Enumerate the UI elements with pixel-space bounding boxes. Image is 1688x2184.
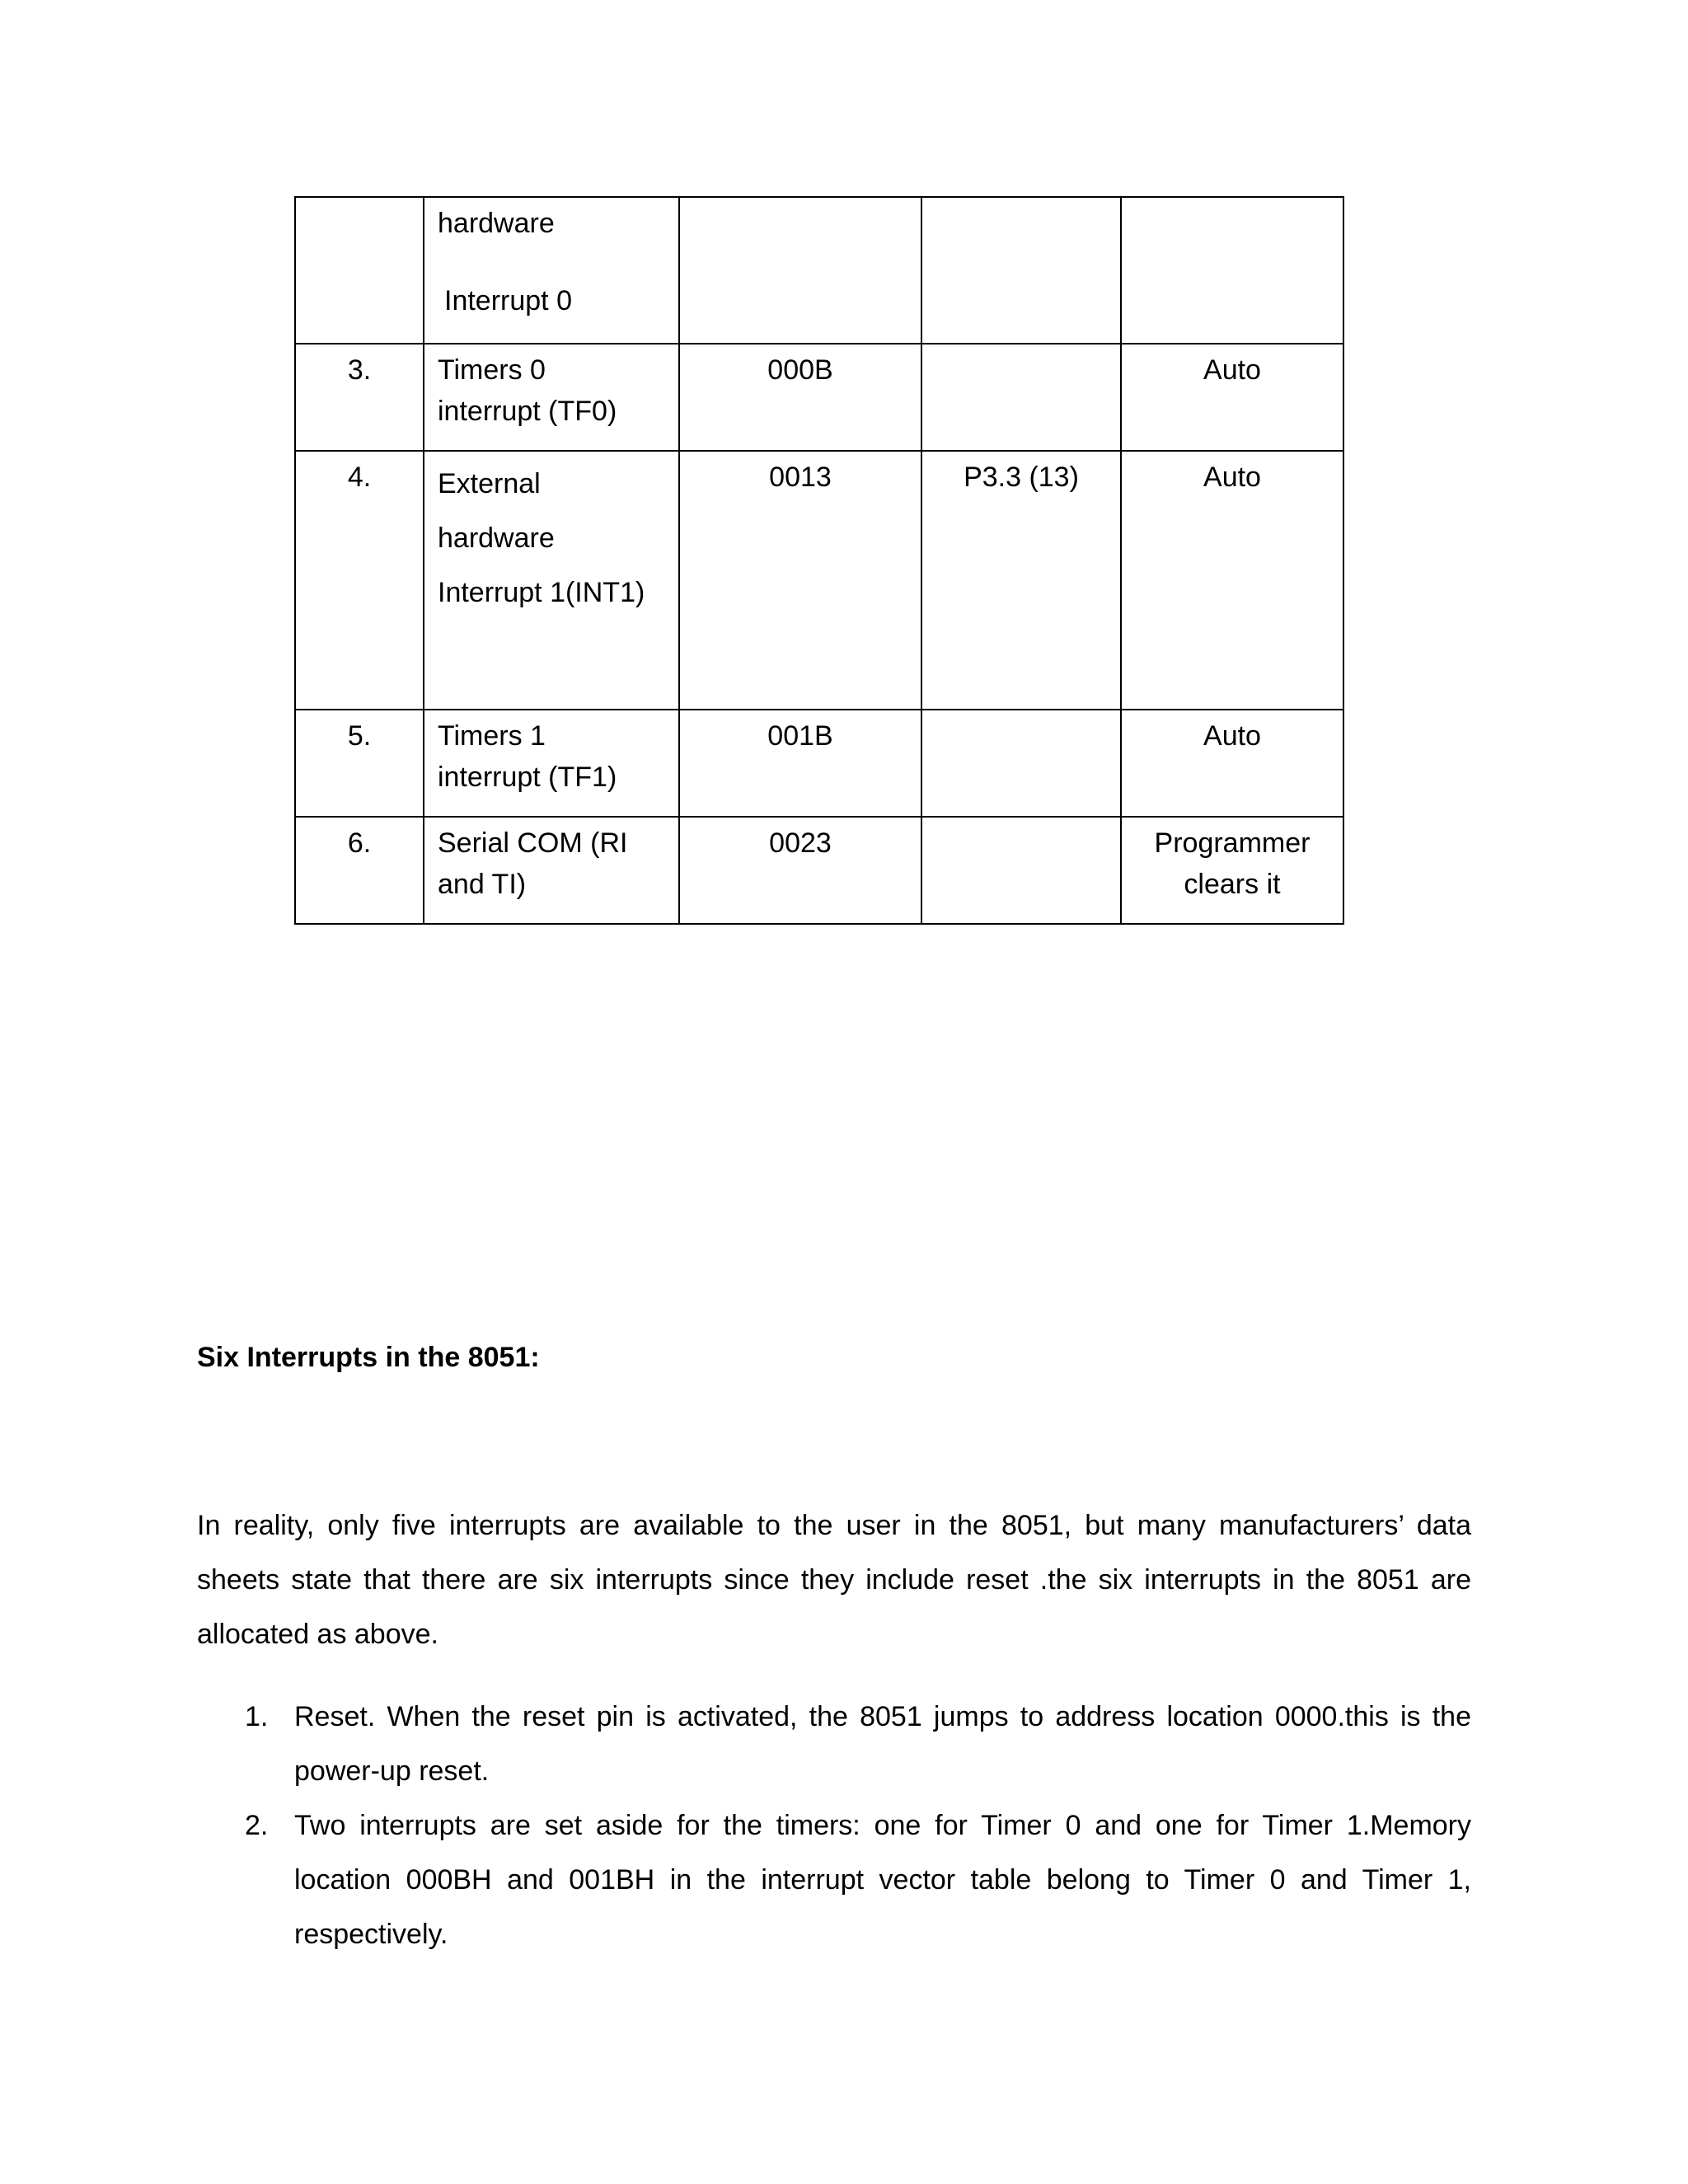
table-row [295, 451, 1343, 710]
table-cell-no: 4. [295, 451, 424, 710]
list-item-text: Two interrupts are set aside for the timers: one for Timer 0 and one for Timer 1.Memory location 000BH and 001BH in the interrupt vector table belong to Timer 0 and Timer 1, respectively. [294, 1810, 1471, 1950]
cell-line: hardware [438, 208, 555, 239]
body-paragraph: In reality, only five interrupts are available to the user in the 8051, but many manufacturers’ data sheets state that there are six interrupts since they include reset .the six interrupts in the 8051 are allocated as above. [197, 1510, 1471, 1650]
table-cell-pin: P3.3 (13) [921, 451, 1121, 710]
cell-line: External [438, 468, 541, 499]
table-cell-flag: Auto [1121, 451, 1343, 710]
table-cell-no: 6. [295, 817, 424, 924]
cell-line: interrupt (TF1) [438, 762, 617, 793]
list-item [197, 1690, 1471, 1798]
table-cell-pin [921, 197, 1121, 344]
cell-line: Interrupt 1(INT1) [438, 577, 645, 608]
cell-line: clears it [1184, 869, 1281, 900]
table-cell-interrupt [424, 197, 679, 344]
table-cell-flag: Auto [1121, 344, 1343, 451]
table-cell-pin [921, 817, 1121, 924]
interrupt-vector-table [294, 196, 1344, 925]
table-cell-no: 3. [295, 344, 424, 451]
cell-line: Programmer [1154, 827, 1311, 859]
numbered-list [197, 1690, 1471, 1961]
table-row [295, 197, 1343, 344]
cell-line: Timers 1 [438, 720, 546, 752]
table-cell-address [679, 197, 921, 344]
table-cell-flag [1121, 817, 1343, 924]
table-cell-address: 001B [679, 710, 921, 817]
list-item [197, 1798, 1471, 1961]
cell-line: Interrupt 0 [444, 285, 572, 316]
table-cell-interrupt [424, 710, 679, 817]
table-cell-address: 0013 [679, 451, 921, 710]
table-cell-address: 000B [679, 344, 921, 451]
cell-line: Timers 0 [438, 354, 546, 386]
table-cell-pin [921, 710, 1121, 817]
table-cell-no: 5. [295, 710, 424, 817]
table-cell-flag: Auto [1121, 710, 1343, 817]
table-cell-no [295, 197, 424, 344]
list-item-text: Reset. When the reset pin is activated, the 8051 jumps to address location 0000.this is the power-up reset. [294, 1701, 1471, 1787]
table-row [295, 817, 1343, 924]
list-number: 1. [245, 1701, 269, 1732]
table-cell-interrupt [424, 451, 679, 710]
table-cell-address: 0023 [679, 817, 921, 924]
cell-line: hardware [438, 523, 555, 554]
table-cell-pin [921, 344, 1121, 451]
table-row [295, 710, 1343, 817]
cell-line: Serial COM (RI [438, 827, 628, 859]
table-cell-flag [1121, 197, 1343, 344]
table-cell-interrupt [424, 344, 679, 451]
table-cell-interrupt [424, 817, 679, 924]
list-number: 2. [245, 1810, 269, 1841]
cell-line: and TI) [438, 869, 527, 900]
cell-line: interrupt (TF0) [438, 396, 617, 427]
section-heading: Six Interrupts in the 8051: [197, 1342, 540, 1373]
table-row [295, 344, 1343, 451]
